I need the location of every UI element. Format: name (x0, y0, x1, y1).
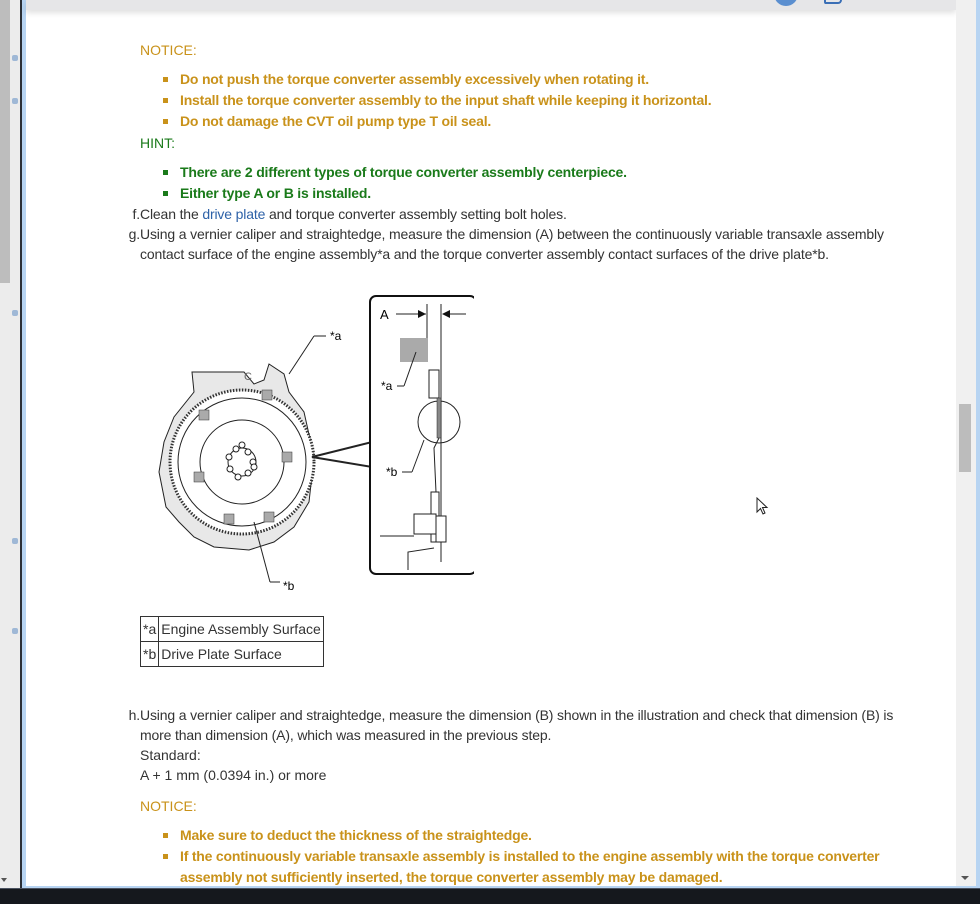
legend-row (141, 617, 324, 642)
hint-label: HINT: (140, 135, 175, 151)
scrollbar-thumb[interactable] (959, 404, 971, 472)
notice-item: Make sure to deduct the thickness of the straightedge. (140, 825, 940, 846)
step-f (126, 204, 926, 224)
bullet-icon (163, 119, 168, 124)
scroll-down-arrow-icon[interactable] (961, 876, 969, 880)
step-marker: g. (128, 226, 140, 242)
notice-item: Do not damage the CVT oil pump type T oil seal. (140, 111, 711, 132)
legend-key: *a (141, 617, 159, 642)
bullet-icon (163, 77, 168, 82)
bullet-icon (163, 170, 168, 175)
detail-inset (370, 296, 474, 574)
document-icon[interactable] (824, 0, 842, 4)
background-window-strip (0, 0, 20, 888)
background-panel (0, 0, 10, 283)
bullet-icon (163, 854, 168, 859)
taskbar (0, 888, 980, 904)
vertical-scrollbar[interactable] (956, 0, 976, 886)
background-dot (12, 55, 18, 61)
detail-callout-a: *a (381, 379, 393, 393)
notice-label: NOTICE: (140, 42, 197, 58)
notice-list (140, 825, 940, 886)
step-marker: h. (128, 707, 140, 723)
background-dot (12, 538, 18, 544)
step-text: and torque converter assembly setting bolt holes. (265, 206, 567, 222)
hint-item: There are 2 different types of torque converter assembly centerpiece. (140, 162, 627, 183)
toolbar (26, 0, 956, 10)
legend-key: *b (141, 642, 159, 667)
drive-plate-illustration (154, 292, 474, 592)
background-dot (12, 628, 18, 634)
document-content (26, 0, 956, 886)
legend-value: Engine Assembly Surface (159, 617, 324, 642)
hint-list (140, 162, 627, 204)
callout-a: *a (330, 329, 342, 343)
step-h (126, 705, 926, 745)
bullet-icon (163, 191, 168, 196)
notice-list (140, 69, 711, 132)
callout-c: C (244, 371, 252, 383)
notice-item: Do not push the torque converter assembly excessively when rotating it. (140, 69, 711, 90)
dimension-a-label: A (380, 307, 389, 322)
step-g (126, 224, 926, 264)
detail-callout-b: *b (386, 465, 398, 479)
step-text: Clean the (140, 206, 203, 222)
background-dot (12, 310, 18, 316)
account-button[interactable] (774, 0, 798, 6)
drive-plate-link[interactable]: drive plate (202, 206, 266, 222)
notice-label: NOTICE: (140, 798, 197, 814)
scroll-down-arrow-icon[interactable] (1, 878, 7, 882)
legend-row (141, 642, 324, 667)
step-text: Using a vernier caliper and straightedge, measure the dimension (A) between the continuously variable transaxle assembly contact surface of the engine assembly*a and the torque converter assembly contact surfaces of the drive plate*b. (140, 226, 884, 262)
bullet-icon (163, 98, 168, 103)
background-dot (12, 98, 18, 104)
callout-b: *b (283, 579, 295, 592)
step-text: Using a vernier caliper and straightedge, measure the dimension (B) shown in the illustration and check that dimension (B) is more than dimension (A), which was measured in the previous step. (140, 707, 894, 743)
notice-item: Install the torque converter assembly to the input shaft while keeping it horizontal. (140, 90, 711, 111)
step-marker: f. (132, 206, 140, 222)
legend-value: Drive Plate Surface (159, 642, 324, 667)
notice-item: If the continuously variable transaxle assembly is installed to the engine assembly with the torque converter assembly not sufficiently inserted, the torque converter assembly may be damaged. (140, 846, 940, 886)
standard-value: A + 1 mm (0.0394 in.) or more (140, 767, 327, 783)
mouse-cursor-icon (756, 497, 770, 517)
browser-window (20, 0, 980, 890)
hint-item: Either type A or B is installed. (140, 183, 627, 204)
callout-legend-table (140, 616, 324, 667)
standard-label: Standard: (140, 747, 201, 763)
bullet-icon (163, 833, 168, 838)
document-pane (26, 0, 956, 886)
